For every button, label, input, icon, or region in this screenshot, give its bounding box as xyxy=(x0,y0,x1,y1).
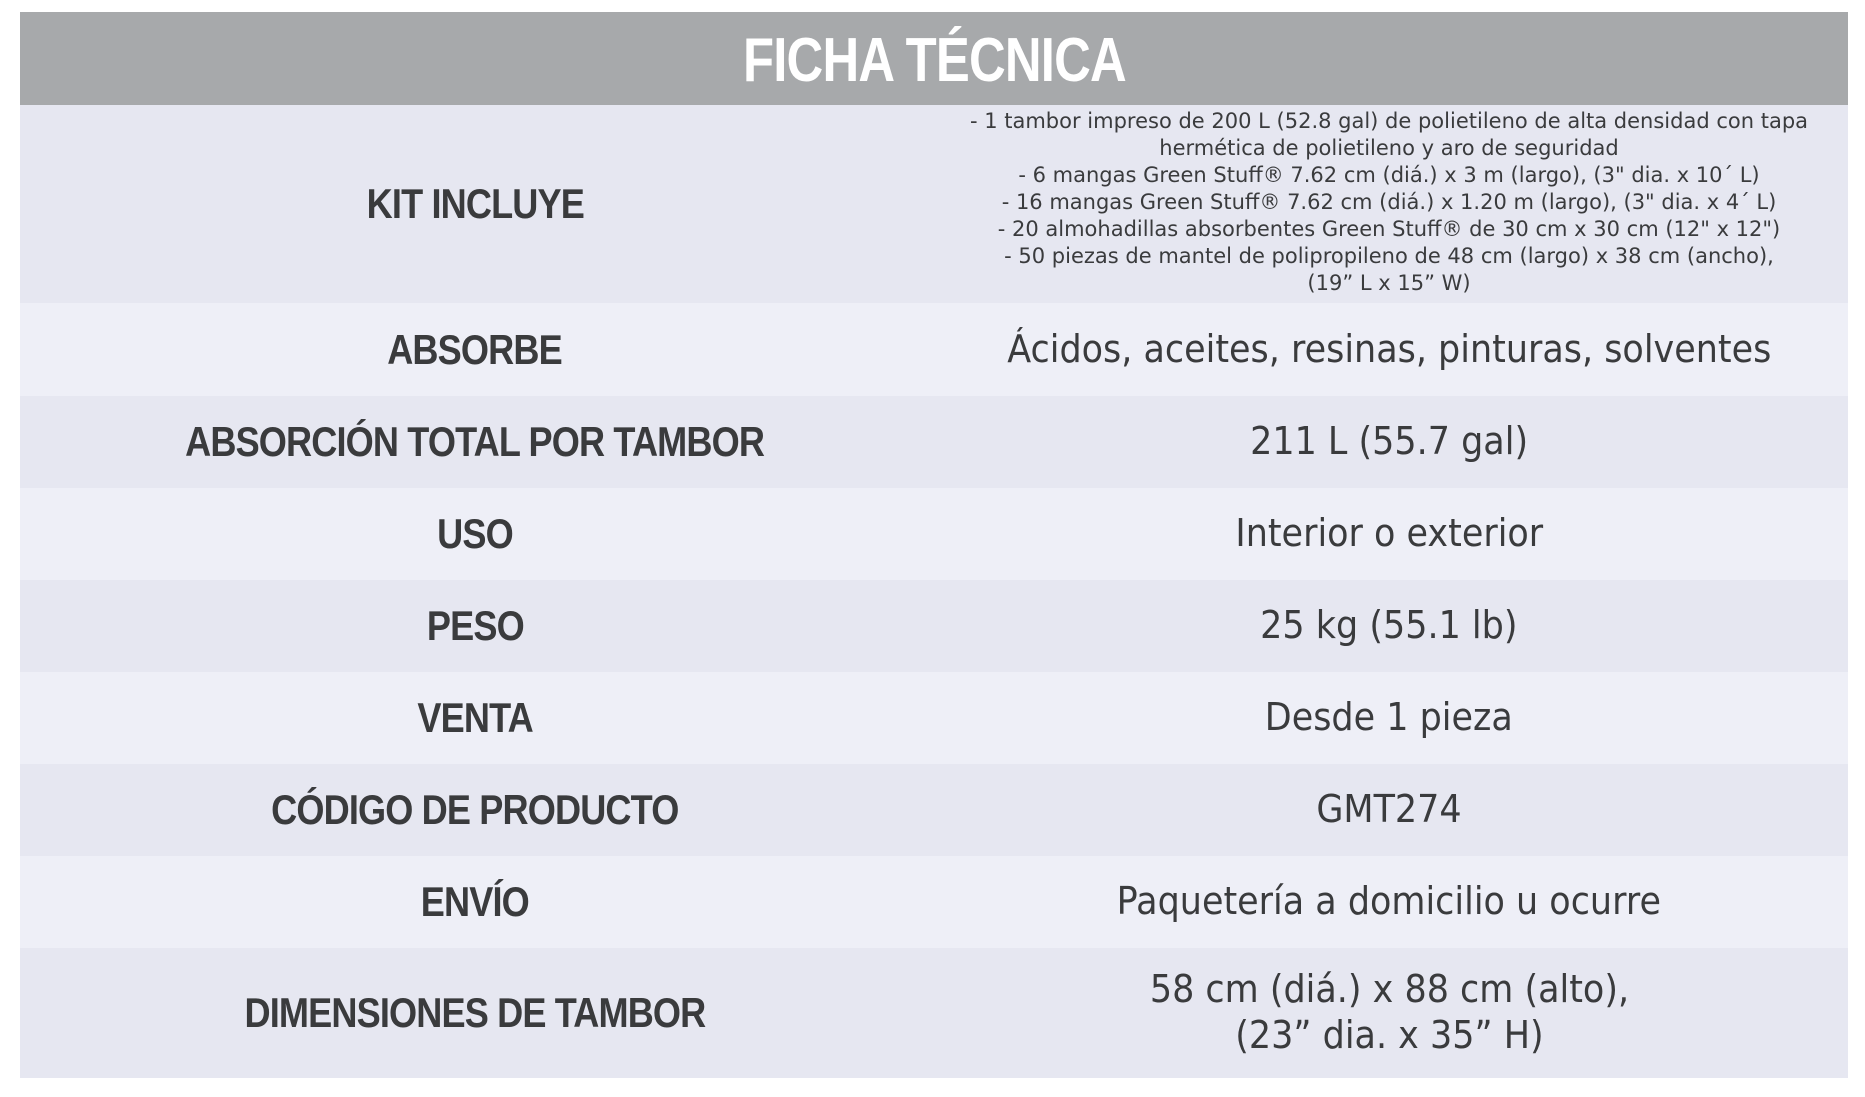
spec-value xyxy=(930,967,1848,1058)
spec-value: Desde 1 pieza xyxy=(1265,695,1513,740)
spec-row-sale xyxy=(20,672,1848,764)
spec-label: KIT INCLUYE xyxy=(366,180,584,227)
spec-value-line: - 50 piezas de mantel de polipropileno de 48 cm (largo) x 38 cm (ancho), xyxy=(1004,243,1774,268)
spec-label: ABSORBE xyxy=(387,325,563,373)
spec-value-line: (23” dia. x 35” H) xyxy=(1234,1013,1544,1057)
spec-label: ENVÍO xyxy=(420,878,530,925)
spec-label: CÓDIGO DE PRODUCTO xyxy=(271,786,679,833)
spec-row-shipping xyxy=(20,856,1848,948)
spec-value-line: hermética de polietileno y aro de seguridad xyxy=(1159,135,1619,160)
spec-value: Paquetería a domicilio u ocurre xyxy=(1116,879,1662,924)
spec-label: USO xyxy=(437,510,513,557)
spec-label: VENTA xyxy=(417,694,533,741)
spec-value-line: - 16 mangas Green Stuff® 7.62 cm (diá.) x 1.20 m (largo), (3" dia. x 4´ L) xyxy=(1001,189,1777,214)
spec-row-absorbs xyxy=(20,303,1848,396)
spec-row-total-absorption xyxy=(20,396,1848,488)
tech-sheet-header xyxy=(20,12,1848,105)
spec-value: 25 kg (55.1 lb) xyxy=(1260,603,1518,648)
spec-value: Interior o exterior xyxy=(1235,511,1543,556)
spec-value-line: - 6 mangas Green Stuff® 7.62 cm (diá.) x 3 m (largo), (3" dia. x 10´ L) xyxy=(1018,162,1760,187)
spec-value-line: - 20 almohadillas absorbentes Green Stuff® de 30 cm x 30 cm (12" x 12") xyxy=(997,216,1781,241)
spec-value-list xyxy=(930,108,1848,301)
spec-label: ABSORCIÓN TOTAL POR TAMBOR xyxy=(185,418,765,465)
spec-value: 211 L (55.7 gal) xyxy=(1249,419,1528,464)
spec-row-kit-includes xyxy=(20,105,1848,303)
spec-row-drum-dimensions xyxy=(20,948,1848,1078)
spec-row-weight xyxy=(20,580,1848,672)
tech-sheet xyxy=(20,12,1848,1086)
spec-value-line: (19” L x 15” W) xyxy=(1307,270,1471,295)
spec-label: PESO xyxy=(426,602,524,649)
spec-label: DIMENSIONES DE TAMBOR xyxy=(244,989,706,1036)
spec-value: Ácidos, aceites, resinas, pinturas, solventes xyxy=(1006,326,1772,371)
spec-value-line: 58 cm (diá.) x 88 cm (alto), xyxy=(1149,967,1629,1012)
page-title: FICHA TÉCNICA xyxy=(742,25,1126,95)
spec-value-line: - 1 tambor impreso de 200 L (52.8 gal) de polietileno de alta densidad con tapa xyxy=(969,108,1809,133)
spec-row-use xyxy=(20,488,1848,580)
spec-value: GMT274 xyxy=(1316,787,1462,832)
spec-row-product-code xyxy=(20,764,1848,856)
